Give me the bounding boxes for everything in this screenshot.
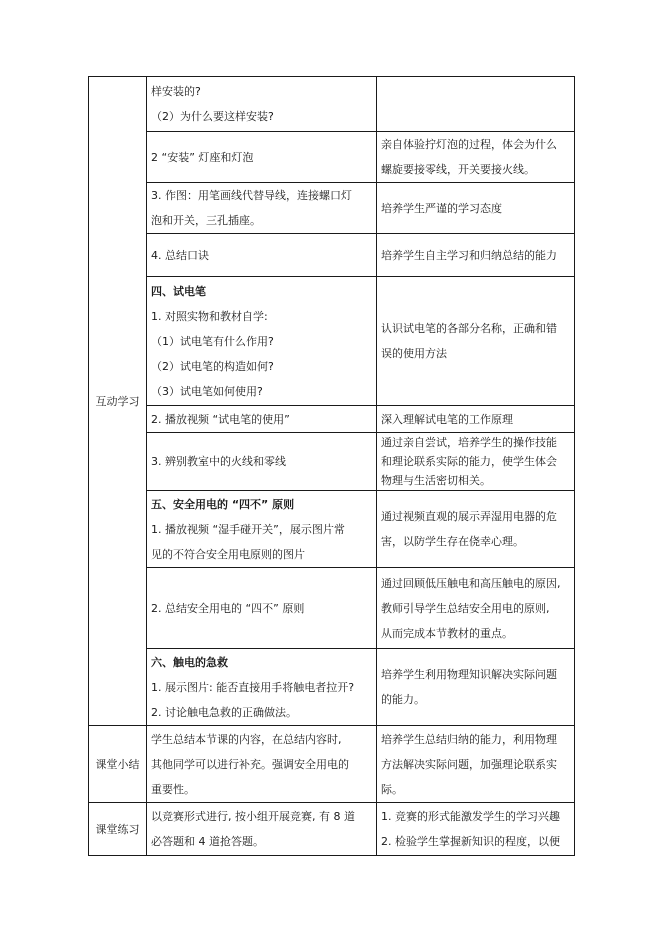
activity-cell bbox=[147, 277, 377, 406]
goal-cell bbox=[377, 568, 575, 649]
activity-cell bbox=[147, 649, 377, 726]
text-line: 螺旋要接零线，开关要接火线。 bbox=[381, 163, 535, 176]
text-line: 通过回顾低压触电和高压触电的原因, bbox=[381, 576, 561, 590]
text-line: 培养学生利用物理知识解决实际问题 bbox=[381, 668, 557, 681]
text-line: 和理论联系实际的能力，使学生体会 bbox=[381, 455, 557, 468]
text-line: 2. 讨论触电急救的正确做法。 bbox=[151, 705, 297, 719]
table-row bbox=[89, 406, 575, 433]
goal-cell bbox=[377, 77, 575, 132]
table-row bbox=[89, 234, 575, 277]
goal-cell bbox=[377, 649, 575, 726]
goal-cell bbox=[377, 491, 575, 568]
table-row bbox=[89, 649, 575, 726]
text-line: 2. 总结安全用电的 “四不” 原则 bbox=[151, 601, 305, 615]
text-line: 2 “安装” 灯座和灯泡 bbox=[151, 150, 254, 164]
activity-cell bbox=[147, 406, 377, 433]
goal-cell bbox=[377, 234, 575, 277]
goal-cell bbox=[377, 132, 575, 183]
text-line: 2. 播放视频 “试电笔的使用” bbox=[151, 412, 290, 426]
text-line: 2. 检验学生掌握新知识的程度，以便 bbox=[381, 835, 560, 848]
table-row bbox=[89, 132, 575, 183]
table-row bbox=[89, 433, 575, 491]
text-line: 以竞赛形式进行, 按小组开展竞赛, 有 8 道 bbox=[151, 810, 355, 823]
text-line: 培养学生自主学习和归纳总结的能力 bbox=[381, 248, 557, 262]
activity-cell bbox=[147, 183, 377, 234]
section-label-cell bbox=[89, 803, 147, 856]
text-line: （2）试电笔的构造如何? bbox=[151, 359, 274, 373]
text-line: 教师引导学生总结安全用电的原则, bbox=[381, 601, 550, 615]
table-row bbox=[89, 183, 575, 234]
text-line: 通过亲自尝试，培养学生的操作技能 bbox=[381, 436, 557, 449]
goal-cell bbox=[377, 277, 575, 406]
section-label: 课堂练习 bbox=[95, 822, 140, 836]
table-row bbox=[89, 726, 575, 803]
text-line: 必答题和 4 道抢答题。 bbox=[151, 835, 264, 848]
text-line: 际。 bbox=[381, 782, 403, 796]
text-line: 其他同学可以进行补充。强调安全用电的 bbox=[151, 757, 349, 771]
activity-cell bbox=[147, 234, 377, 277]
text-line: 亲自体验拧灯泡的过程，体会为什么 bbox=[381, 138, 557, 151]
table-row bbox=[89, 277, 575, 406]
text-line: （2）为什么要这样安装? bbox=[151, 110, 274, 123]
section-label-cell bbox=[89, 77, 147, 726]
activity-cell bbox=[147, 433, 377, 491]
activity-cell bbox=[147, 491, 377, 568]
text-line: 培养学生严谨的学习态度 bbox=[381, 201, 502, 215]
section-label-cell bbox=[89, 726, 147, 803]
table-row bbox=[89, 568, 575, 649]
goal-cell bbox=[377, 183, 575, 234]
text-line: 物理与生活密切相关。 bbox=[381, 474, 491, 487]
text-line: 见的不符合安全用电原则的图片 bbox=[151, 547, 305, 561]
activity-cell bbox=[147, 726, 377, 803]
text-line: （1）试电笔有什么作用? bbox=[151, 334, 274, 348]
table-row bbox=[89, 77, 575, 132]
text-line: 重要性。 bbox=[151, 782, 195, 796]
table-row bbox=[89, 491, 575, 568]
text-line: 1. 对照实物和教材自学: bbox=[151, 309, 268, 323]
goal-cell bbox=[377, 803, 575, 856]
text-line: 害，以防学生存在侥幸心理。 bbox=[381, 535, 524, 548]
text-line: 深入理解试电笔的工作原理 bbox=[381, 412, 513, 426]
text-line: 方法解决实际问题，加强理论联系实 bbox=[381, 757, 557, 771]
text-line: 的能力。 bbox=[381, 693, 425, 706]
text-line: 样安装的? bbox=[151, 85, 201, 98]
text-line: 1. 展示图片: 能否直接用手将触电者拉开? bbox=[151, 680, 355, 694]
lesson-table bbox=[88, 76, 575, 856]
activity-cell bbox=[147, 132, 377, 183]
text-line: 4. 总结口诀 bbox=[151, 248, 209, 262]
goal-cell bbox=[377, 406, 575, 433]
text-line: 3. 作图：用笔画线代替导线，连接螺口灯 bbox=[151, 189, 352, 202]
section-heading: 四、试电笔 bbox=[151, 284, 206, 298]
text-line: 泡和开关，三孔插座。 bbox=[151, 214, 261, 227]
goal-cell bbox=[377, 726, 575, 803]
text-line: 认识试电笔的各部分名称，正确和错 bbox=[381, 322, 557, 335]
activity-cell bbox=[147, 803, 377, 856]
goal-cell bbox=[377, 433, 575, 491]
section-label: 互动学习 bbox=[95, 394, 140, 408]
text-line: 学生总结本节课的内容，在总结内容时, bbox=[151, 732, 342, 746]
text-line: 3. 辨别教室中的火线和零线 bbox=[151, 455, 286, 468]
section-heading: 五、安全用电的 “四不” 原则 bbox=[151, 497, 295, 511]
text-line: 1. 播放视频 “湿手碰开关”，展示图片常 bbox=[151, 522, 345, 536]
section-heading: 六、触电的急救 bbox=[151, 655, 228, 669]
section-label: 课堂小结 bbox=[95, 757, 140, 771]
text-line: 通过视频直观的展示弄湿用电器的危 bbox=[381, 510, 557, 523]
activity-cell bbox=[147, 568, 377, 649]
text-line: 误的使用方法 bbox=[381, 347, 447, 360]
activity-cell bbox=[147, 77, 377, 132]
text-line: 1. 竞赛的形式能激发学生的学习兴趣 bbox=[381, 810, 560, 823]
text-line: 从而完成本节教材的重点。 bbox=[381, 626, 513, 640]
table-row bbox=[89, 803, 575, 856]
text-line: （3）试电笔如何使用? bbox=[151, 384, 263, 398]
text-line: 培养学生总结归纳的能力，利用物理 bbox=[381, 732, 557, 746]
